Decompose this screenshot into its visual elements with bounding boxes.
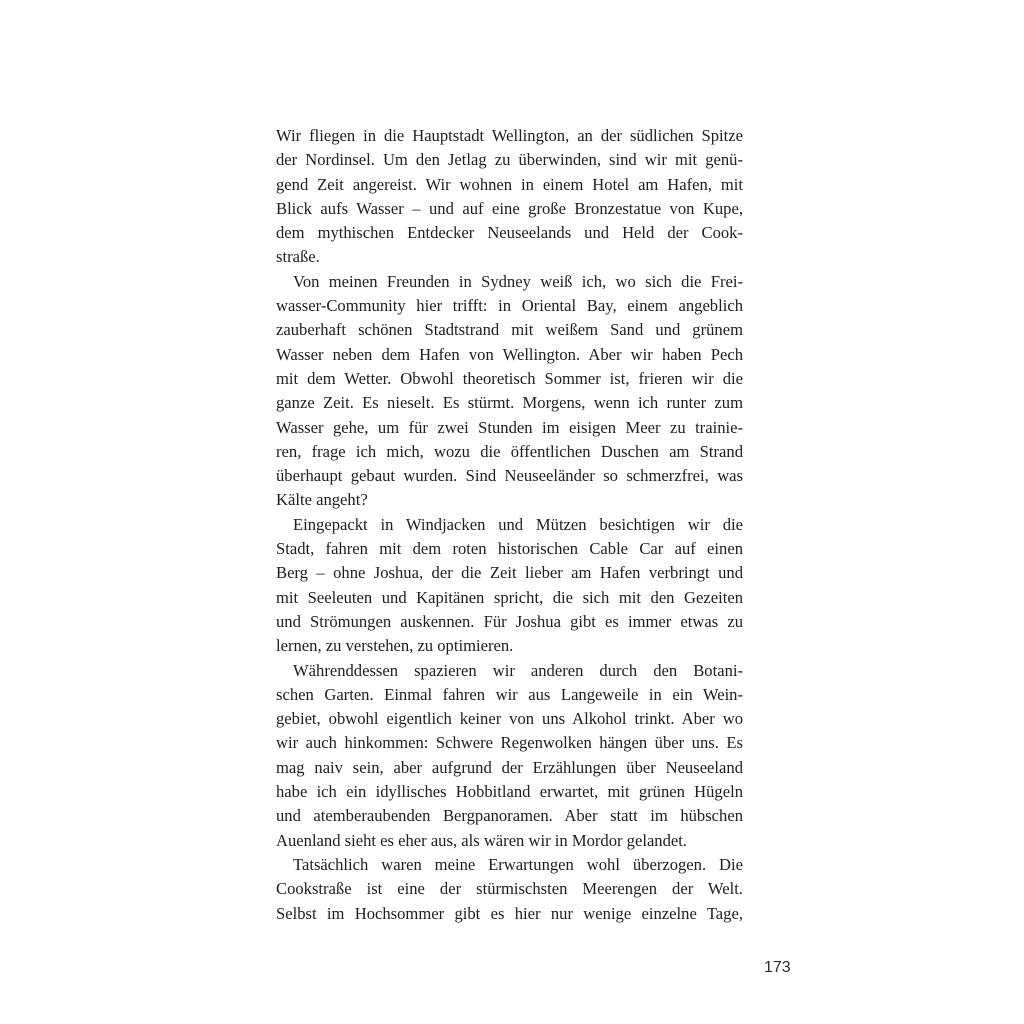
- text-line: überhaupt gebaut wurden. Sind Neuseeländer so schmerzfrei, was: [276, 466, 743, 486]
- text-line: mit dem Wetter. Obwohl theoretisch Sommer ist, frieren wir die: [276, 368, 743, 388]
- text-line: Wasser neben dem Hafen von Wellington. Aber wir haben Pech: [276, 344, 743, 364]
- text-line: und Strömungen auskennen. Für Joshua gibt es immer etwas zu: [276, 611, 743, 631]
- text-line: wasser-Community hier trifft: in Oriental Bay, einem angeblich: [276, 296, 743, 316]
- text-line: dem mythischen Entdecker Neuseelands und Held der Cook-: [276, 223, 743, 243]
- text-line: gebiet, obwohl eigentlich keiner von uns Alkohol trinkt. Aber wo: [276, 709, 743, 729]
- text-line: straße.: [276, 247, 320, 267]
- text-line: ganze Zeit. Es nieselt. Es stürmt. Morgens, wenn ich runter zum: [276, 393, 743, 413]
- text-line: Kälte angeht?: [276, 490, 368, 510]
- paragraph-first-line: Tatsächlich waren meine Erwartungen wohl überzogen. Die: [293, 854, 743, 874]
- text-line: Stadt, fahren mit dem roten historischen Cable Car auf einen: [276, 539, 743, 559]
- text-line: wir auch hinkommen: Schwere Regenwolken hängen über uns. Es: [276, 733, 743, 753]
- paragraph-first-line: Währenddessen spazieren wir anderen durch den Botani-: [293, 660, 743, 680]
- text-line: Wir fliegen in die Hauptstadt Wellington, an der südlichen Spitze: [276, 126, 743, 145]
- text-line: zauberhaft schönen Stadtstrand mit weißem Sand und grünem: [276, 320, 743, 340]
- text-line: der Nordinsel. Um den Jetlag zu überwinden, sind wir mit genü-: [276, 150, 743, 170]
- text-line: Cookstraße ist eine der stürmischsten Meerengen der Welt.: [276, 879, 743, 899]
- text-line: Auenland sieht es eher aus, als wären wir in Mordor gelandet.: [276, 830, 688, 850]
- text-line: schen Garten. Einmal fahren wir aus Langeweile in ein Wein-: [276, 684, 743, 704]
- text-line: Berg – ohne Joshua, der die Zeit lieber am Hafen verbringt und: [276, 563, 743, 583]
- text-line: ren, frage ich mich, wozu die öffentlichen Duschen am Strand: [276, 441, 743, 461]
- text-line: und atemberaubenden Bergpanoramen. Aber statt im hübschen: [276, 806, 743, 826]
- text-line: Blick aufs Wasser – und auf eine große Bronzestatue von Kupe,: [276, 198, 743, 218]
- text-line: mit Seeleuten und Kapitänen spricht, die sich mit den Gezeiten: [276, 587, 743, 607]
- text-line: mag naiv sein, aber aufgrund der Erzählungen über Neuseeland: [276, 757, 743, 777]
- body-text: [276, 124, 743, 926]
- text-line: gend Zeit angereist. Wir wohnen in einem Hotel am Hafen, mit: [276, 174, 743, 194]
- page-number: 173: [764, 959, 791, 976]
- paragraph-first-line: Eingepackt in Windjacken und Mützen besichtigen wir die: [293, 514, 743, 534]
- text-line: habe ich ein idyllisches Hobbitland erwartet, mit grünen Hügeln: [276, 782, 743, 802]
- text-line: lernen, zu verstehen, zu optimieren.: [276, 636, 514, 656]
- text-line: Selbst im Hochsommer gibt es hier nur wenige einzelne Tage,: [276, 903, 743, 923]
- text-line: Wasser gehe, um für zwei Stunden im eisigen Meer zu trainie-: [276, 417, 743, 437]
- paragraph-first-line: Von meinen Freunden in Sydney weiß ich, wo sich die Frei-: [293, 271, 743, 291]
